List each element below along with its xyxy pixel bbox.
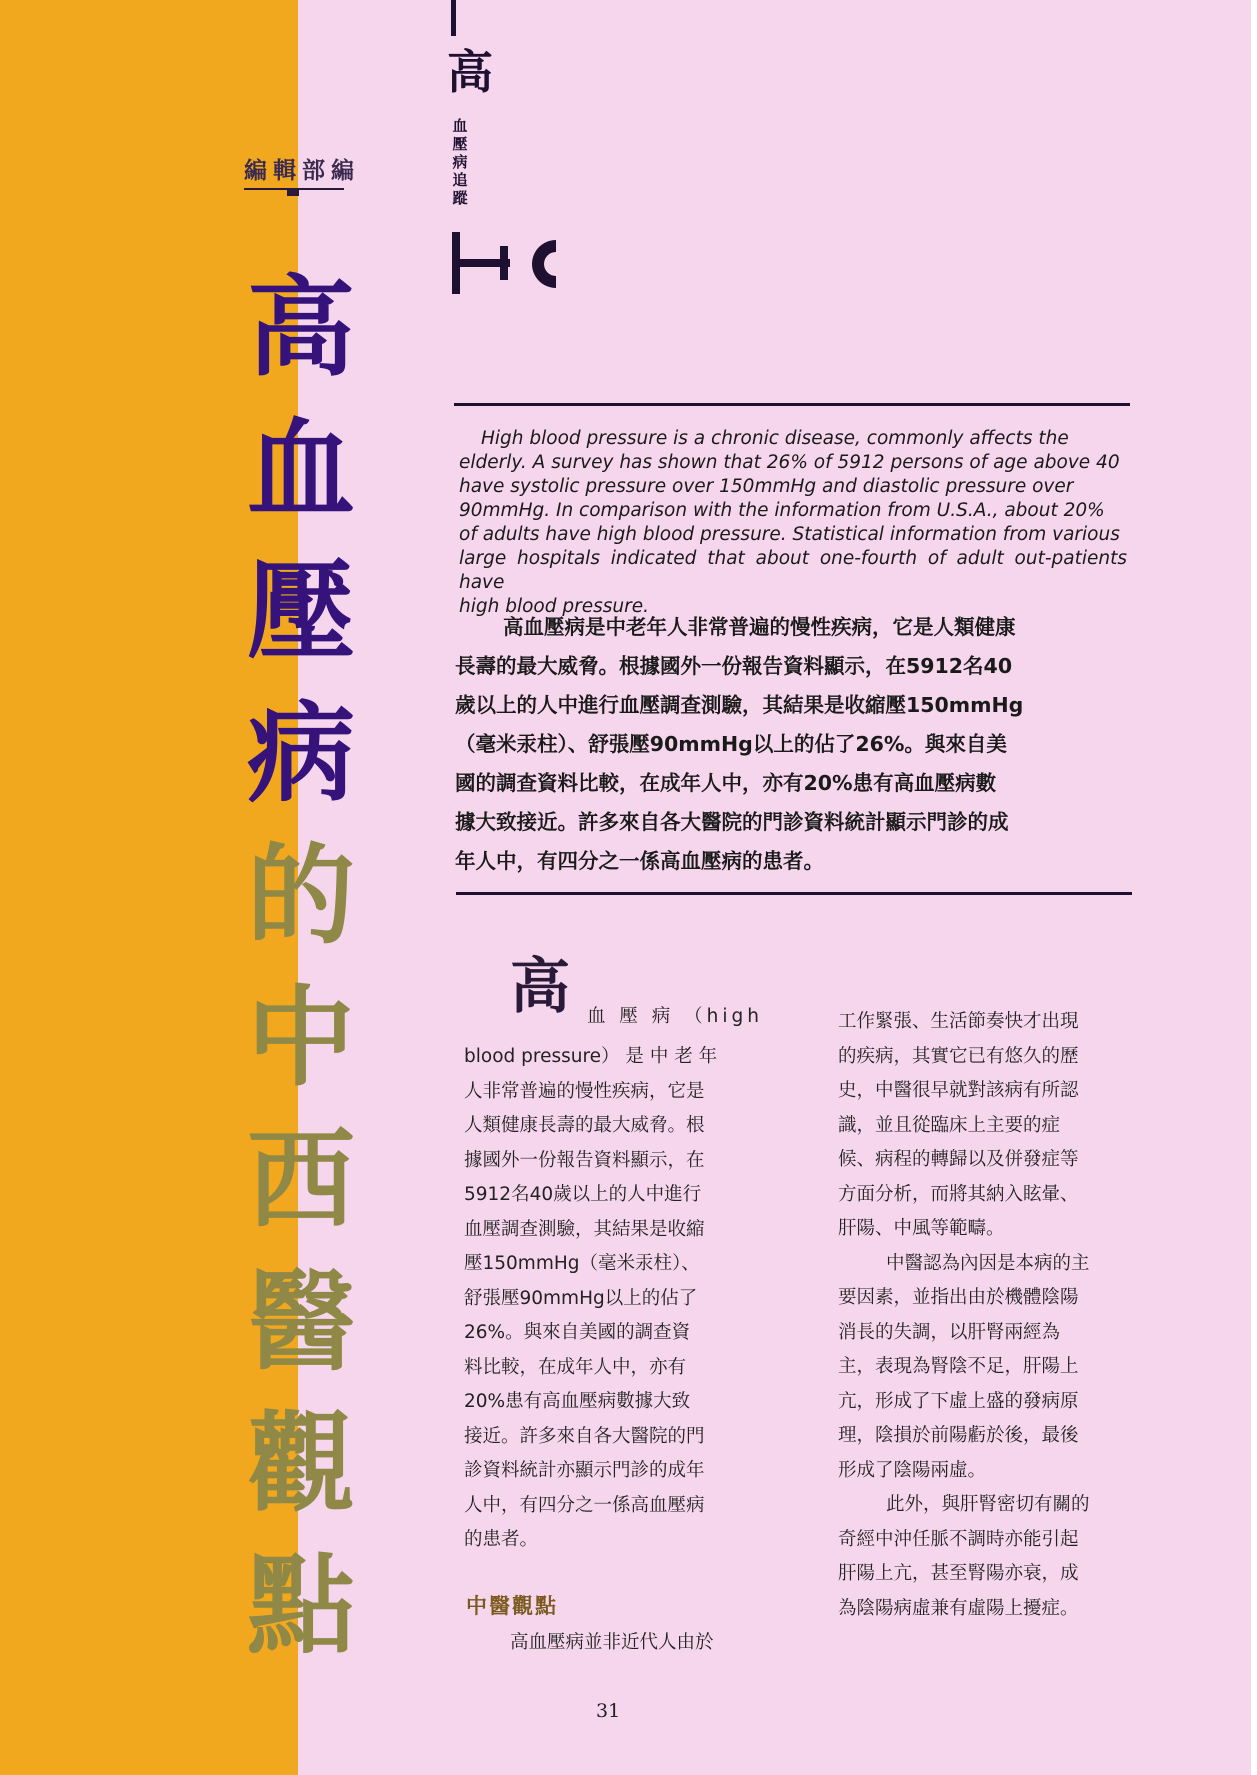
- body-line: 亢，形成了下虛上盛的發病原: [838, 1390, 1079, 1412]
- logo-c-shape: [532, 240, 556, 288]
- section-heading: 中醫觀點: [466, 1594, 558, 1618]
- body-line: 的患者。: [464, 1529, 539, 1550]
- abstract-line: have systolic pressure over 150mmHg and diastolic pressure over: [459, 476, 1074, 497]
- page-number: 31: [596, 1700, 621, 1722]
- body-line: 20%患有高血壓病數據大致: [464, 1391, 691, 1412]
- body-line: 要因素，並指出由於機體陰陽: [838, 1287, 1079, 1308]
- body-line: 形成了陰陽兩虛。: [838, 1459, 987, 1481]
- body-line: 料比較，在成年人中，亦有: [464, 1356, 687, 1378]
- left-body-column: [464, 1040, 764, 1558]
- body-line: 方面分析，而將其納入眩暈、: [838, 1183, 1079, 1205]
- title-char: 的: [246, 834, 355, 959]
- body-line: 中醫認為內因是本病的主: [886, 1252, 1090, 1274]
- body-line: 理，陰損於前陽虧於後，最後: [838, 1425, 1079, 1446]
- abstract-line: high blood pressure.: [459, 596, 649, 617]
- summary-line: 年人中，有四分之一係高血壓病的患者。: [455, 849, 824, 873]
- summary-line: 長壽的最大威脅。根據國外一份報告資料顯示，在5912名40: [455, 654, 1013, 678]
- body-line: 肝陽上亢，甚至腎陽亦衰，成: [838, 1563, 1079, 1584]
- first-line: 血 壓 病 （high: [587, 1006, 763, 1027]
- body-line: 人類健康長壽的最大威脅。根: [464, 1115, 705, 1136]
- body-line: 舒張壓90mmHg以上的佔了: [464, 1287, 698, 1309]
- english-abstract: [459, 427, 1127, 619]
- summary-line: 高血壓病是中老年人非常普遍的慢性疾病，它是人類健康: [503, 615, 1016, 639]
- summary-line: 據大致接近。許多來自各大醫院的門診資料統計顯示門診的成: [455, 810, 1009, 834]
- drop-cap: 高: [510, 952, 570, 1022]
- body-line: 接近。許多來自各大醫院的門: [464, 1425, 705, 1447]
- body-line: 主，表現為腎陰不足，肝陽上: [838, 1356, 1079, 1377]
- abstract-line: of adults have high blood pressure. Statistical information from various: [459, 524, 1120, 545]
- body-line: 奇經中沖任脈不調時亦能引起: [838, 1528, 1079, 1550]
- title-char: 觀: [246, 1402, 355, 1527]
- body-line: 為陰陽病虛兼有虛陽上擾症。: [838, 1597, 1079, 1619]
- editor-credit: 編輯部編: [244, 158, 360, 184]
- column-header-rule: [451, 0, 456, 36]
- abstract-line: elderly. A survey has shown that 26% of 5912 persons of age above 40: [459, 452, 1120, 473]
- logo-bar-right: [500, 246, 508, 280]
- column-header-subtitle: [450, 117, 470, 207]
- abstract-line: 90mmHg. In comparison with the information from U.S.A., about 20%: [459, 500, 1105, 521]
- body-line: 壓150mmHg（毫米汞柱）、: [464, 1253, 700, 1274]
- chinese-summary: [455, 608, 1133, 881]
- section-first-line: 高血壓病並非近代人由於: [510, 1632, 714, 1653]
- body-line: 的疾病，其實它已有悠久的歷: [838, 1045, 1079, 1067]
- body-line: 識，並且從臨床上主要的症: [838, 1114, 1061, 1136]
- body-line: 26%。與來自美國的調查資: [464, 1322, 691, 1343]
- abstract-line: High blood pressure is a chronic disease, commonly affects the: [481, 428, 1069, 449]
- body-line: 工作緊張、生活節奏快才出現: [838, 1011, 1079, 1032]
- title-char: 點: [246, 1544, 355, 1669]
- title-char: 壓: [246, 550, 355, 675]
- body-line: 肝陽、中風等範疇。: [838, 1218, 1005, 1239]
- column-subtitle-char: 蹤: [452, 189, 468, 207]
- column-subtitle-char: 血: [452, 117, 468, 135]
- title-char: 西: [246, 1118, 355, 1243]
- main-title: [236, 258, 366, 1678]
- body-line: 據國外一份報告資料顯示，在: [464, 1149, 705, 1171]
- body-line: 診資料統計亦顯示門診的成年: [464, 1460, 705, 1481]
- body-line: 血壓調查測驗，其結果是收縮: [464, 1218, 705, 1240]
- summary-line: （毫米汞柱）、舒張壓90mmHg以上的佔了26%。與來自美: [455, 732, 1007, 756]
- column-header-char: 高: [447, 45, 493, 99]
- top-rule: [454, 403, 1130, 406]
- body-line: 消長的失調，以肝腎兩經為: [838, 1321, 1061, 1343]
- body-line: 史，中醫很早就對該病有所認: [838, 1080, 1079, 1101]
- body-line: 此外，與肝腎密切有關的: [886, 1494, 1090, 1515]
- summary-line: 國的調查資料比較，在成年人中，亦有20%患有高血壓病數: [455, 771, 997, 795]
- title-char: 中: [246, 976, 355, 1101]
- column-subtitle-char: 病: [452, 153, 468, 171]
- body-line: 5912名40歲以上的人中進行: [464, 1184, 702, 1205]
- title-char: 血: [246, 408, 355, 533]
- page-edge: [1251, 0, 1257, 1775]
- title-char: 高: [246, 266, 355, 391]
- middle-rule: [456, 892, 1132, 895]
- body-line: 人非常普遍的慢性疾病，它是: [464, 1080, 705, 1102]
- column-subtitle-char: 追: [452, 171, 468, 189]
- right-body-column: [838, 1005, 1138, 1626]
- editor-rule-tick: [287, 190, 299, 196]
- hc-logo: [452, 232, 588, 298]
- title-char: 醫: [246, 1260, 355, 1385]
- body-line: 人中，有四分之一係高血壓病: [464, 1494, 705, 1516]
- column-subtitle-char: 壓: [452, 135, 468, 153]
- abstract-line: large hospitals indicated that about one-fourth of adult out-patients have: [459, 548, 1127, 593]
- summary-line: 歲以上的人中進行血壓調查測驗，其結果是收縮壓150mmHg: [455, 693, 1024, 717]
- body-line: blood pressure） 是 中 老 年: [464, 1046, 718, 1067]
- title-char: 病: [246, 692, 355, 817]
- body-line: 候、病程的轉歸以及併發症等: [838, 1149, 1079, 1170]
